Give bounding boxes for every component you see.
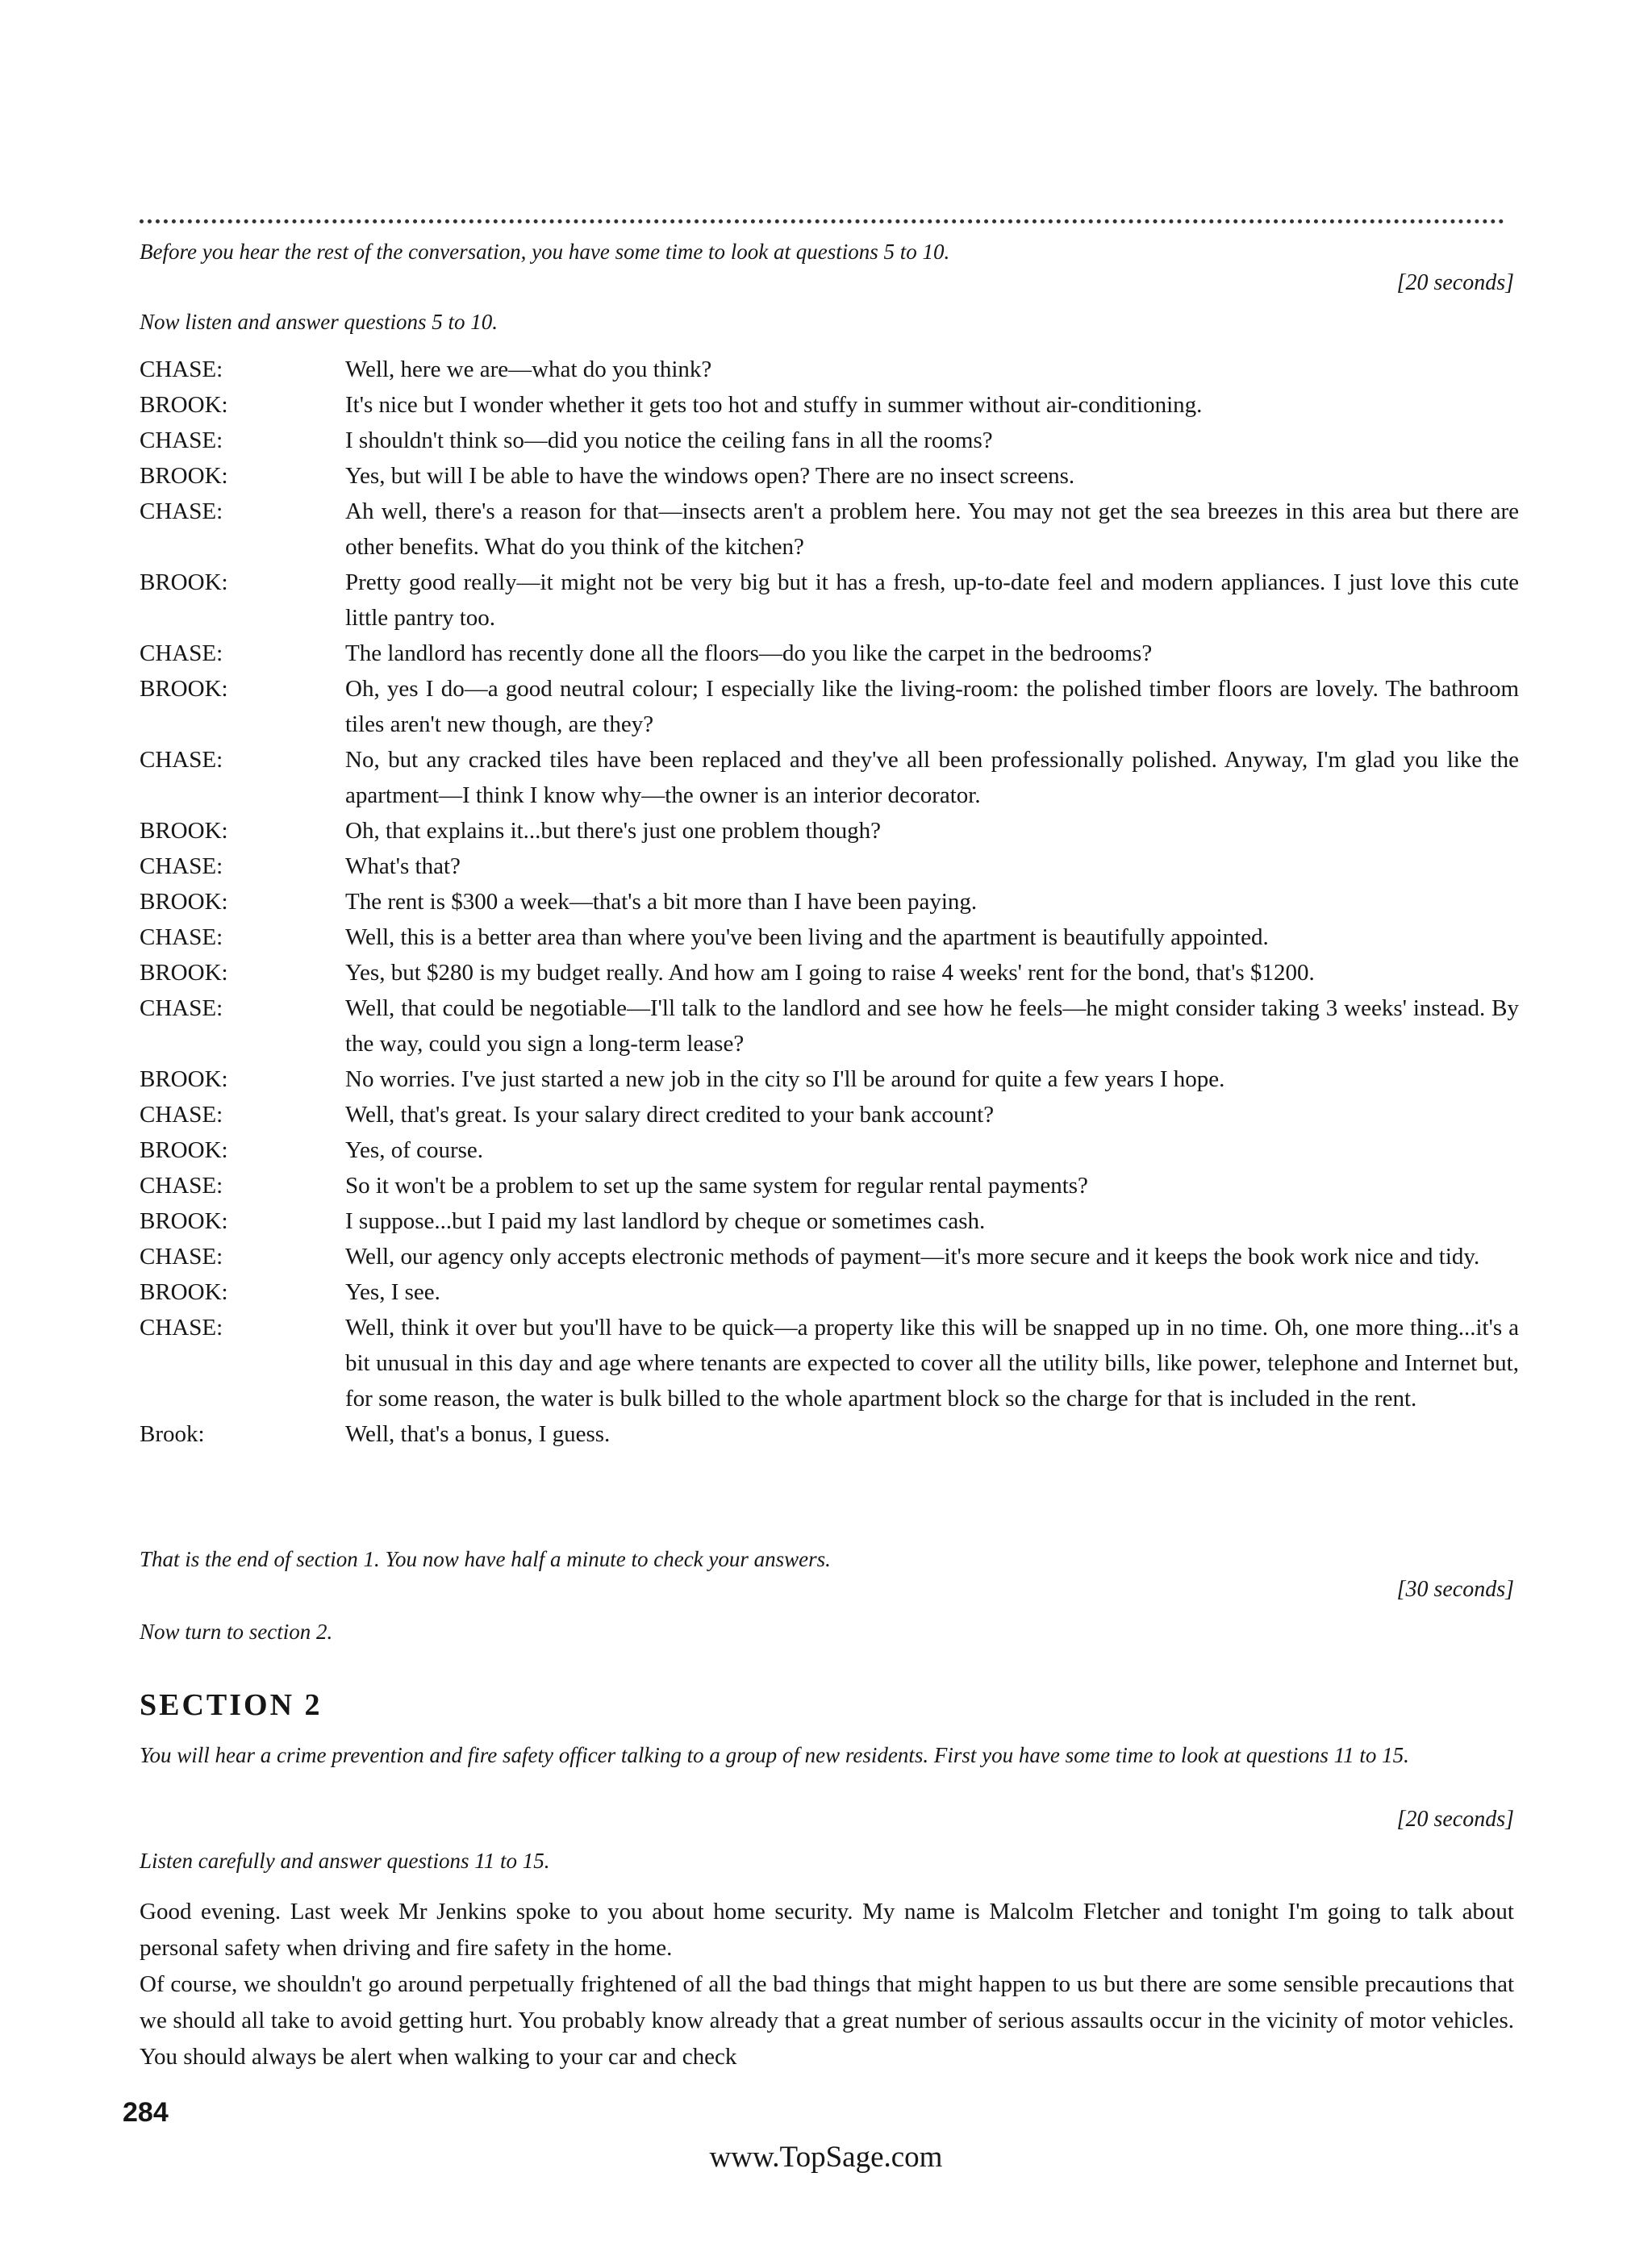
instruction-section2-intro: You will hear a crime prevention and fire safety officer talking to a group of new residents. First you have some time to look at questions 11 to 15.	[140, 1743, 1409, 1767]
dialogue-line	[140, 1416, 1519, 1452]
utterance: Well, that could be negotiable—I'll talk to the landlord and see how he feels—he might consider taking 3 weeks' instead. By the way, could you sign a long-term lease?	[345, 995, 1519, 1057]
speaker-label: CHASE:	[140, 357, 223, 382]
speaker-label: BROOK:	[140, 1279, 228, 1305]
page-number: 284	[123, 2097, 169, 2128]
dialogue-line	[140, 813, 1519, 849]
dialogue-line	[140, 565, 1519, 636]
instruction-listen-carefully: Listen carefully and answer questions 11 to 15.	[140, 1849, 550, 1873]
utterance: No, but any cracked tiles have been replaced and they've all been professionally polished. Anyway, I'm glad you like the apartment—I think I know why—the owner is an interior decorator.	[345, 747, 1519, 808]
utterance: Well, our agency only accepts electronic methods of payment—it's more secure and it keeps the book work nice and tidy.	[345, 1244, 1480, 1270]
speaker-label: CHASE:	[140, 924, 223, 950]
dialogue-line	[140, 742, 1519, 813]
timing-20-seconds-b: [20 seconds]	[1396, 1807, 1514, 1832]
speaker-label: CHASE:	[140, 498, 223, 524]
instruction-turn-section2: Now turn to section 2.	[140, 1620, 333, 1644]
utterance: I shouldn't think so—did you notice the ceiling fans in all the rooms?	[345, 427, 993, 453]
utterance: Oh, that explains it...but there's just one problem though?	[345, 818, 882, 844]
footer-url: www.TopSage.com	[709, 2141, 943, 2174]
utterance: Ah well, there's a reason for that—insects aren't a problem here. You may not get the sea breezes in this area but there are other benefits. What do you think of the kitchen?	[345, 498, 1519, 560]
dialogue-line	[140, 494, 1519, 565]
dialogue-line	[140, 1239, 1519, 1274]
dialogue-line	[140, 636, 1519, 671]
speaker-label: BROOK:	[140, 1208, 228, 1234]
speaker-label: BROOK:	[140, 960, 228, 986]
dialogue-line	[140, 1097, 1519, 1132]
dialogue-transcript	[140, 352, 1519, 1452]
speaker-label: BROOK:	[140, 889, 228, 915]
section-heading: SECTION 2	[140, 1688, 323, 1722]
instruction-end-section1: That is the end of section 1. You now have half a minute to check your answers.	[140, 1547, 831, 1571]
dialogue-line	[140, 919, 1519, 955]
utterance: I suppose...but I paid my last landlord by cheque or sometimes cash.	[345, 1208, 986, 1234]
utterance: Pretty good really—it might not be very big but it has a fresh, up-to-date feel and modern appliances. I just love this cute little pantry too.	[345, 569, 1519, 631]
speaker-label: CHASE:	[140, 1102, 223, 1128]
speaker-label: CHASE:	[140, 995, 223, 1021]
dialogue-line	[140, 1310, 1519, 1416]
dialogue-line	[140, 671, 1519, 742]
utterance: Well, this is a better area than where you've been living and the apartment is beautifully appointed.	[345, 924, 1269, 950]
dialogue-line	[140, 990, 1519, 1061]
dialogue-line	[140, 1203, 1519, 1239]
utterance: Yes, but $280 is my budget really. And how am I going to raise 4 weeks' rent for the bond, that's $1200.	[345, 960, 1315, 986]
speaker-label: BROOK:	[140, 463, 228, 489]
speaker-label: BROOK:	[140, 1066, 228, 1092]
dialogue-line	[140, 1132, 1519, 1168]
utterance: The landlord has recently done all the floors—do you like the carpet in the bedrooms?	[345, 640, 1153, 666]
speaker-label: CHASE:	[140, 853, 223, 879]
timing-30-seconds: [30 seconds]	[1396, 1577, 1514, 1602]
dialogue-line	[140, 458, 1519, 494]
dialogue-line	[140, 955, 1519, 990]
utterance: No worries. I've just started a new job in the city so I'll be around for quite a few years I hope.	[345, 1066, 1225, 1092]
speaker-label: CHASE:	[140, 1315, 223, 1341]
dialogue-line	[140, 423, 1519, 458]
speaker-label: BROOK:	[140, 676, 228, 702]
paragraph-safety: Of course, we shouldn't go around perpetually frightened of all the bad things that might happen to us but there are some sensible precautions that we should all take to avoid getting hurt. You probably know already that a great number of serious assaults occur in the vicinity of motor vehicles. You should always be alert when walking to your car and check	[140, 1971, 1514, 2070]
speaker-label: BROOK:	[140, 818, 228, 844]
utterance: Well, here we are—what do you think?	[345, 357, 712, 382]
utterance: Well, that's great. Is your salary direct credited to your bank account?	[345, 1102, 995, 1128]
dialogue-line	[140, 1061, 1519, 1097]
timing-20-seconds-a: [20 seconds]	[1396, 270, 1514, 295]
speaker-label: BROOK:	[140, 569, 228, 595]
speaker-label: CHASE:	[140, 1173, 223, 1199]
utterance: So it won't be a problem to set up the same system for regular rental payments?	[345, 1173, 1088, 1199]
speaker-label: CHASE:	[140, 747, 223, 773]
speaker-label: BROOK:	[140, 392, 228, 418]
instruction-now-listen: Now listen and answer questions 5 to 10.	[140, 310, 499, 334]
paragraph-intro: Good evening. Last week Mr Jenkins spoke to you about home security. My name is Malcolm Fletcher and tonight I'm going to talk about personal safety when driving and fire safety in the home.	[140, 1899, 1514, 1961]
instruction-before-rest: Before you hear the rest of the conversation, you have some time to look at questions 5 to 10.	[140, 240, 950, 264]
utterance: Well, think it over but you'll have to be quick—a property like this will be snapped up in no time. Oh, one more thing...it's a bit unusual in this day and age where tenants are expected to cover all the utility bills, like power, telephone and Internet but, for some reason, the water is bulk billed to the whole apartment block so the charge for that is included in the rent.	[345, 1315, 1519, 1412]
dialogue-line	[140, 387, 1519, 423]
utterance: The rent is $300 a week—that's a bit more than I have been paying.	[345, 889, 978, 915]
speaker-label: CHASE:	[140, 427, 223, 453]
utterance: What's that?	[345, 853, 461, 879]
utterance: Well, that's a bonus, I guess.	[345, 1421, 611, 1447]
dialogue-line	[140, 352, 1519, 387]
dialogue-line	[140, 849, 1519, 884]
dialogue-line	[140, 1168, 1519, 1203]
dialogue-line	[140, 1274, 1519, 1310]
speaker-label: BROOK:	[140, 1137, 228, 1163]
dialogue-line	[140, 884, 1519, 919]
speaker-label: Brook:	[140, 1421, 205, 1447]
utterance: Yes, of course.	[345, 1137, 484, 1163]
dotted-separator	[140, 219, 1504, 223]
utterance: Yes, I see.	[345, 1279, 440, 1305]
utterance: Oh, yes I do—a good neutral colour; I especially like the living-room: the polished timber floors are lovely. The bathroom tiles aren't new though, are they?	[345, 676, 1519, 737]
utterance: It's nice but I wonder whether it gets too hot and stuffy in summer without air-conditioning.	[345, 392, 1203, 418]
utterance: Yes, but will I be able to have the windows open? There are no insect screens.	[345, 463, 1075, 489]
speaker-label: CHASE:	[140, 640, 223, 666]
speaker-label: CHASE:	[140, 1244, 223, 1270]
